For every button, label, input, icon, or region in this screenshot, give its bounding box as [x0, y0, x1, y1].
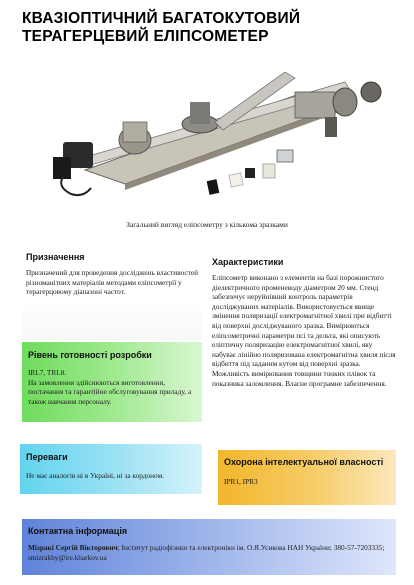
- page-title: [22, 10, 392, 46]
- ip-text: IPR1, IPR3: [224, 477, 258, 486]
- advantages-section: [20, 444, 202, 494]
- advantages-title: Переваги: [26, 452, 68, 462]
- purpose-section: [22, 248, 202, 340]
- readiness-title: Рівень готовності розробки: [28, 350, 152, 360]
- readiness-text: На замовлення здійснюються виготовлення, постачання та гарантійне обслуговування приладу, а також навчання персоналу.: [28, 377, 192, 406]
- contact-title: Контактна інформація: [28, 526, 128, 536]
- contact-text: [28, 543, 390, 562]
- ip-section: [218, 450, 396, 505]
- contact-section: [22, 519, 396, 575]
- purpose-title: Призначення: [26, 252, 85, 262]
- characteristics-text: Еліпсометр виконано з елементів на базі порожнистого діелектричного променеводу діаметром 20 мм. Стенд забезпечує неруйнівний контроль параметрів досліджуваних матеріалів. Використовується явище змінення поляризації електромагнітної хвилі при відбитті від поверхні досліджуваного зразка. Вимірюються еліпсометричні параметри псі та дельта, які описують еліптичну поляризацію електромагнітної хвилі, яку набуває лінійно поляризована електромагнітна хвиля після відбиття під заданим кутом від поверхні зразка. Можливість вимірювання товщини тонких плівок та показника заломлення. Власне програмне забезпечення.: [212, 273, 396, 388]
- purpose-text: Призначений для проведення досліджень властивостей різноманітних матеріалів методами еліпсометрії у терагерцовому діапазоні частот.: [26, 268, 198, 297]
- contact-name: Мізракі Сергій Вікторович: [28, 543, 118, 552]
- contact-details: ; Інститут радіофізики та електроніки ім. О.Я.Усикова НАН України; 380-57-7203335; smizrakhy@ire.kharkov.ua: [28, 543, 385, 562]
- ellipsometer-photo: [45, 62, 390, 212]
- advantages-text: Не має аналогів ні в Україні, ні за кордоном.: [26, 471, 165, 480]
- characteristics-section: [212, 257, 398, 388]
- photo-caption: Загальний вигляд еліпсометру з кількома зразками: [126, 220, 288, 229]
- page-title-line2: ТЕРАГЕРЦЕВИЙ ЕЛІПСОМЕТЕР: [22, 28, 269, 45]
- page-title-line1: КВАЗІОПТИЧНИЙ БАГАТОКУТОВИЙ: [22, 10, 301, 27]
- ip-title: Охорона інтелектуальної власності: [224, 457, 384, 467]
- readiness-section: [22, 342, 202, 422]
- readiness-levels: IRL7, TRL8.: [28, 368, 67, 377]
- characteristics-title: Характеристики: [212, 257, 284, 267]
